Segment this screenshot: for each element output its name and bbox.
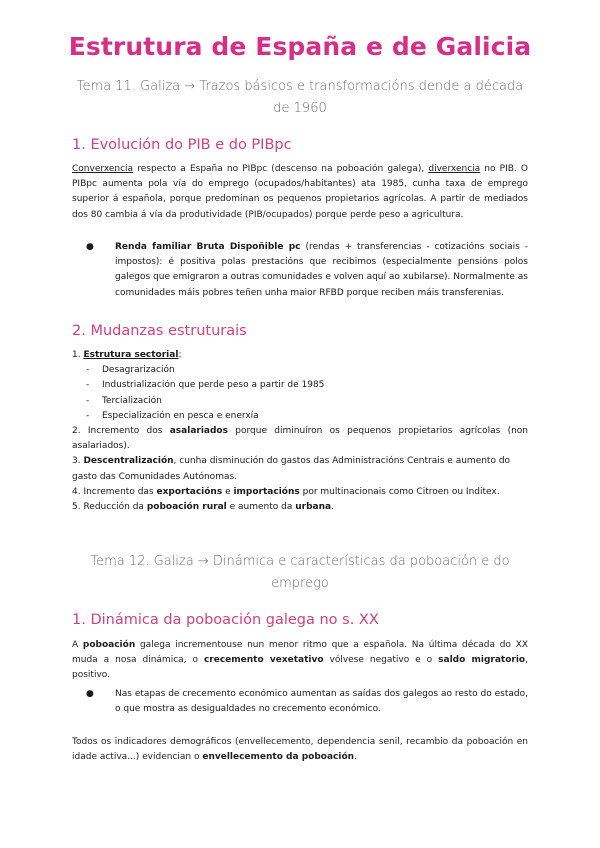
rfbd-desc: (rendas + transferencias - cotizacións sociais - impostos): é positiva polas prestacións que recibimos (especialmente pensións polos galegos que emigraron a outras comunidades e volven aquí ao xubilarse). Normalmente as comunidades máis pobres teñen unha maior RFBD porque reciben máis transferenias. [115,242,528,298]
item-text: e [222,486,234,497]
rfbd-text [115,240,528,301]
item-suffix: : [178,350,182,360]
tema11-subtitle [60,76,540,120]
pib-text-b: no PIB. O PIBpc aumenta pola vía do emprego (ocupados/habitantes) ata 1985, cunha taxa de emprego superior á española, porque predominan os pequenos propietarios agrícolas. A partir de mediados dos 80 cambia á vía da produtividade (PIB/ocupados) porque perde peso a agricultura. [72,164,528,220]
sub-item-text: Tercialización [102,395,162,406]
indicadores-text: Todos os indicadores demográficos (envellecemento, dependencia senil, recambio da poboación en idade activa...) evidencian o [72,737,528,763]
tema12-subtitle-line2: emprego [271,576,329,591]
sub-item-text: Especialización en pesca e enerxía [102,410,259,421]
item-text: , cunha disminución do gastos das Administracións Centrais e aumento do gasto das Comunidades Autónomas. [72,456,511,482]
indicadores-paragraph [72,735,528,765]
pib-text-a: respecto a España no PIBpc (descenso na poboación galega), [133,164,429,174]
section-heading-dinamica: 1. Dinámica da poboación galega no s. XX [72,612,379,628]
list-item [72,454,528,484]
convergencia-term: Converxencia [72,164,134,174]
item-text: 4. Incremento das [72,486,157,497]
pib-paragraph [72,162,528,223]
section-heading-mudanzas: 2. Mudanzas estruturais [72,323,247,339]
dinamica-text: vólvese negativo e o [323,655,439,666]
sub-item-text: Desagrarización [102,365,175,376]
page-title: Estrutura de España e de Galicia [68,32,532,61]
dinamica-text: A [72,640,83,650]
item-term: poboación rural [146,502,227,513]
dinamica-term: crecemento vexetativo [203,655,324,666]
indicadores-term: envellecemento da poboación [202,752,355,763]
dash-icon: - [86,380,90,391]
item-term: urbana [295,502,332,513]
sub-item-text: Industrialización que perde peso a partir de 1985 [102,380,325,391]
dash-icon: - [86,395,90,406]
indicadores-text: . [354,752,357,763]
item-text: . [331,502,334,513]
rfbd-bullet [86,240,528,301]
item-text: 5. Reducción da [72,502,147,513]
item-term: asalariados [169,426,228,437]
item-text: por multinacionais como Citroen ou Inditex. [299,486,500,497]
item-text: 3. [72,456,84,467]
emigration-bullet [86,687,528,717]
item-text: e aumento da [226,502,296,513]
mudanzas-list [72,348,528,515]
list-item [72,500,528,515]
list-item [72,485,528,500]
section-heading-pib: 1. Evolución do PIB e do PIBpc [72,137,292,153]
dinamica-paragraph [72,638,528,684]
sub-list-item [72,409,528,424]
item-term: Estrutura sectorial [83,350,179,360]
tema12-subtitle [60,551,540,595]
dinamica-term: poboación [82,640,136,650]
diverxencia-term: diverxencia [428,164,481,174]
bullet-icon: ● [86,689,94,699]
bullet-icon: ● [86,242,94,252]
dash-icon: - [86,410,90,421]
item-term: importacións [233,486,300,497]
tema11-subtitle-line2: de 1960 [273,101,327,116]
list-item [72,348,528,363]
emigration-text: Nas etapas de crecemento económico aumentan as saídas dos galegos ao resto do estado, o que mostra as desigualdades no crecemento económico. [115,689,528,715]
tema12-subtitle-line1: Tema 12. Galiza → Dinámica e características da poboación e do [90,554,510,569]
dinamica-text: , positivo. [72,655,528,681]
tema11-subtitle-line1: Tema 11. Galiza → Trazos básicos e transformacións dende a década [76,79,524,94]
item-text: 2. Incremento dos [72,426,170,437]
sub-list-item [72,378,528,393]
item-term: exportacións [156,486,223,497]
dinamica-term: saldo migratorio [438,655,526,666]
sub-list-item [72,363,528,378]
item-text: porque diminuíron os pequenos propietarios agrícolas (non asalariados). [72,426,528,452]
list-item [72,424,528,454]
dash-icon: - [86,365,90,376]
item-term: Descentralización [83,456,174,467]
sub-list-item [72,394,528,409]
dinamica-text: galega incrementouse nun menor ritmo que a española. Na última década do XX muda a nosa dinámica, o [72,640,528,666]
item-number: 1. [72,350,84,360]
rfbd-term: Renda familiar Bruta Dispoñible pc [115,242,301,252]
